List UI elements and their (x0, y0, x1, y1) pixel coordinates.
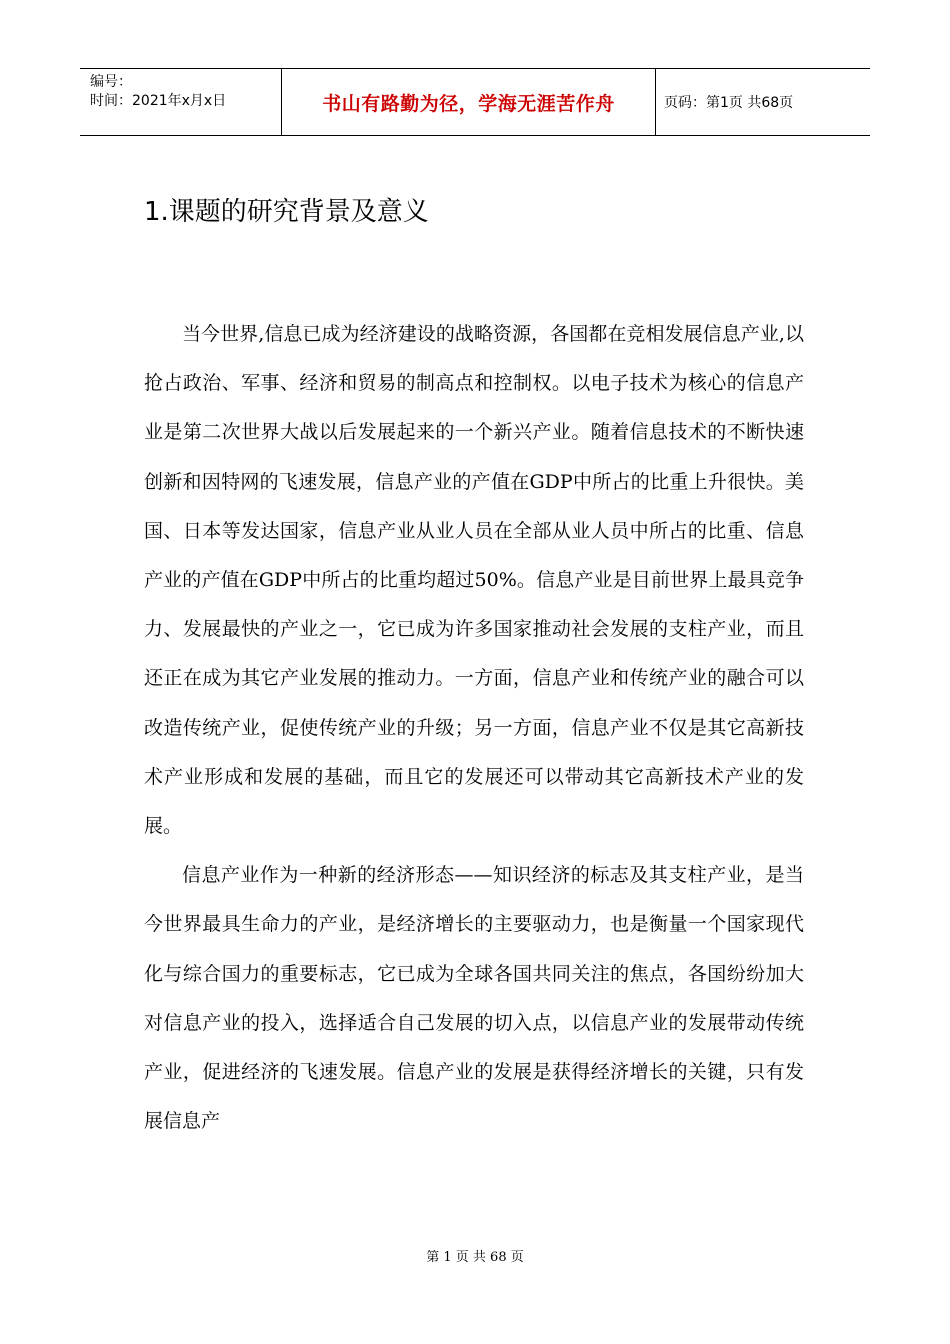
document-header (80, 68, 870, 136)
section-title: 1.课题的研究背景及意义 (144, 197, 429, 227)
document-number-label: 编号： (90, 74, 132, 90)
document-time-label: 时间：2021年x月x日 (90, 93, 227, 109)
header-meta (80, 69, 282, 135)
header-motto: 书山有路勤为径，学海无涯苦作舟 (282, 69, 656, 135)
header-page-code: 页码：第1页 共68页 (664, 95, 794, 111)
page-footer: 第 1 页 共 68 页 (426, 1250, 524, 1265)
paragraph: 当今世界,信息已成为经济建设的战略资源，各国都在竞相发展信息产业,以抢占政治、军事、经济和贸易的制高点和控制权。以电子技术为核心的信息产业是第二次世界大战以后发展起来的一个新兴产业。随着信息技术的不断快速创新和因特网的飞速发展，信息产业的产值在GDP中所占的比重上升很快。美国、日本等发达国家，信息产业从业人员在全部从业人员中所占的比重、信息产业的产值在GDP中所占的比重均超过50%。信息产业是目前世界上最具竞争力、发展最快的产业之一，它已成为许多国家推动社会发展的支柱产业，而且还正在成为其它产业发展的推动力。一方面，信息产业和传统产业的融合可以改造传统产业，促使传统产业的升级；另一方面，信息产业不仅是其它高新技术产业形成和发展的基础，而且它的发展还可以带动其它高新技术产业的发展。 (144, 323, 804, 838)
paragraph: 信息产业作为一种新的经济形态——知识经济的标志及其支柱产业，是当今世界最具生命力的产业，是经济增长的主要驱动力，也是衡量一个国家现代化与综合国力的重要标志，它已成为全球各国共同关注的焦点，各国纷纷加大对信息产业的投入，选择适合自己发展的切入点，以信息产业的发展带动传统产业，促进经济的飞速发展。信息产业的发展是获得经济增长的关键，只有发展信息产 (144, 864, 804, 1133)
body-text (144, 310, 804, 1146)
